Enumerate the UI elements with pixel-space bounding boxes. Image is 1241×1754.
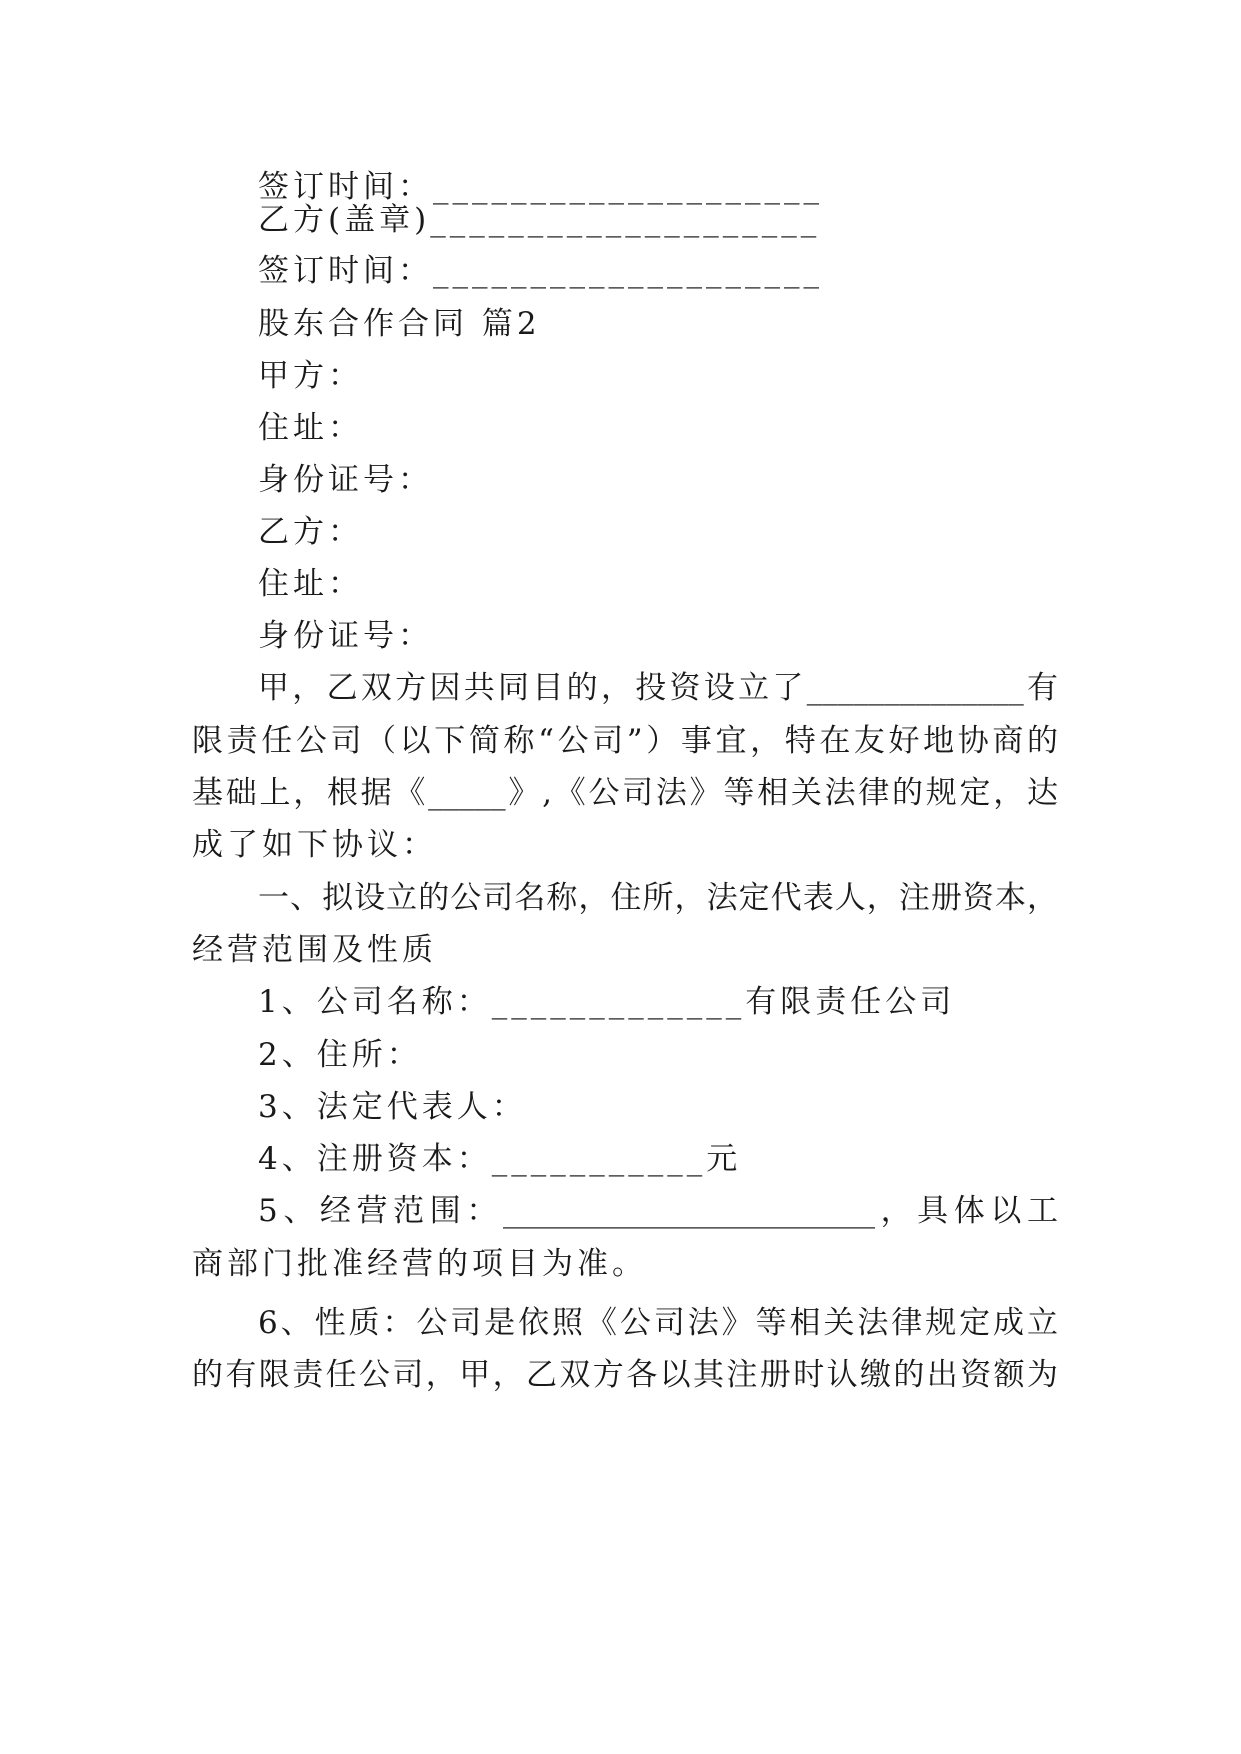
article-heading: 一、拟设立的公司名称，住所，法定代表人，注册资本，: [258, 880, 1058, 916]
clause-capital: 4、注册资本：___________元: [258, 1141, 742, 1177]
party-b-label: 乙方：: [258, 514, 363, 550]
clause-legal-rep: 3、法定代表人：: [258, 1089, 527, 1125]
paragraph-line: 限责任公司（以下简称“公司”）事宜，特在友好地协商的: [192, 723, 1058, 759]
sign-date-line-1: 签订时间：____________________: [258, 169, 823, 205]
clause-nature: 的有限责任公司，甲，乙双方各以其注册时认缴的出资额为: [192, 1357, 1058, 1393]
article-heading: 经营范围及性质: [192, 932, 437, 968]
clause-address: 2、住所：: [258, 1037, 422, 1073]
paragraph-line: 基础上，根据《_____》,《公司法》等相关法律的规定，达: [192, 775, 1058, 811]
party-a-address: 住址：: [258, 410, 363, 446]
sign-date-line-2: 签订时间：____________________: [258, 253, 823, 289]
party-b-address: 住址：: [258, 566, 363, 602]
clause-company-name: 1、公司名称：_____________有限责任公司: [258, 984, 956, 1020]
party-b-id: 身份证号：: [258, 618, 433, 654]
section-title: 股东合作合同 篇2: [258, 306, 541, 342]
paragraph-line: 成了如下协议：: [192, 827, 437, 863]
clause-scope: 商部门批准经营的项目为准。: [192, 1246, 647, 1282]
party-b-seal-line: 乙方(盖章)____________________: [258, 202, 821, 238]
paragraph-line: 甲，乙双方因共同目的，投资设立了______________有: [258, 670, 1058, 706]
clause-nature: 6、性质：公司是依照《公司法》等相关法律规定成立: [258, 1305, 1058, 1341]
clause-scope: 5、经营范围：________________________，具体以工: [258, 1193, 1058, 1229]
party-a-id: 身份证号：: [258, 462, 433, 498]
party-a-label: 甲方：: [258, 358, 363, 394]
